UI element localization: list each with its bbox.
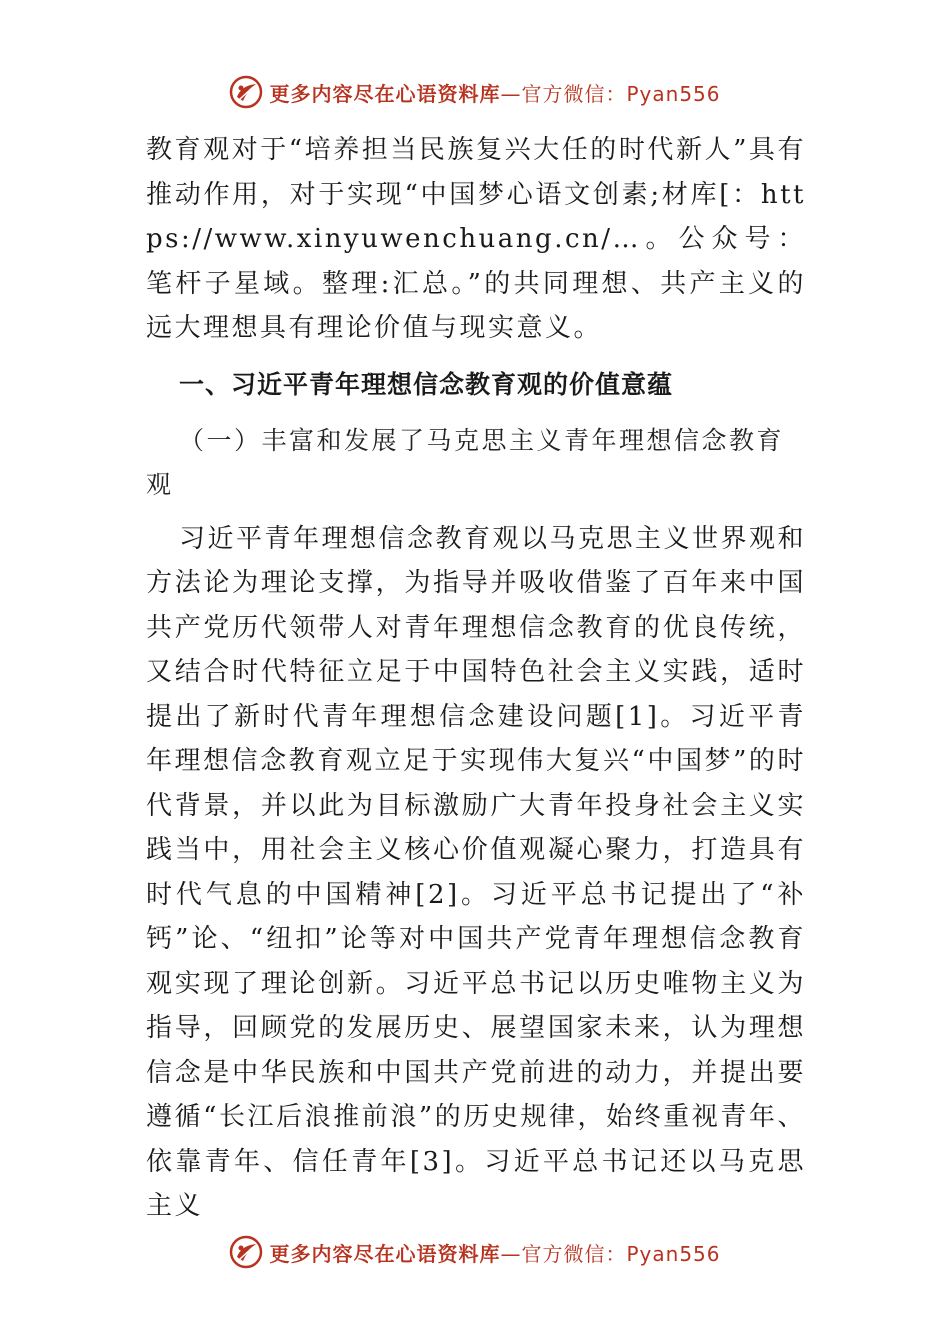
footer-wechat-id: Pyan556: [626, 1241, 721, 1266]
body-paragraph: 习近平青年理想信念教育观以马克思主义世界观和方法论为理论支撑，为指导并吸收借鉴了百年来中国共产党历代领带人对青年理想信念教育的优良传统，又结合时代特征立足于中国特色社会主义实践，适时提出了新时代青年理想信念建设问题[1]。习近平青年理想信念教育观立足于实现伟大复兴“中国梦”的时代背景，并以此为目标激励广大青年投身社会主义实践当中，用社会主义核心价值观凝心聚力，打造具有时代气息的中国精神[2]。习近平总书记提出了“补钙”论、“纽扣”论等对中国共产党青年理想信念教育观实现了理论创新。习近平总书记以历史唯物主义为指导，回顾党的发展历史、展望国家未来，认为理想信念是中华民族和中国共产党前进的动力，并提出要遵循“长江后浪推前浪”的历史规律，始终重视青年、依靠青年、信任青年[3]。习近平总书记还以马克思主义: [146, 523, 807, 1221]
header-brand: 更多内容尽在心语资料库: [269, 81, 501, 106]
subsection-title: （一）丰富和发展了马克思主义青年理想信念教育观: [146, 425, 785, 499]
xinyu-logo-icon: [229, 75, 263, 109]
header-wechat-id: Pyan556: [626, 81, 721, 106]
footer-text: [269, 1238, 720, 1267]
header-contact: 官方微信：: [521, 81, 627, 106]
footer-brand: 更多内容尽在心语资料库: [269, 1241, 501, 1266]
document-body: [146, 128, 806, 1229]
section-title: 一、习近平青年理想信念教育观的价值意蕴: [179, 369, 674, 399]
header-dash: —: [500, 81, 522, 106]
footer-dash: —: [500, 1241, 522, 1266]
xinyu-logo-icon: [229, 1235, 263, 1269]
footer-contact: 官方微信：: [521, 1241, 627, 1266]
footer-banner: [0, 1232, 950, 1272]
intro-paragraph: 教育观对于“培养担当民族复兴大任的时代新人”具有推动作用，对于实现“中国梦心语文创素;材库[：https://www.xinyuwenchuang.cn/…。公众号：笔杆子星域。整理:汇总。”的共同理想、共产主义的远大理想具有理论价值与现实意义。: [146, 135, 806, 343]
header-banner: [0, 72, 950, 112]
header-text: [269, 78, 720, 107]
